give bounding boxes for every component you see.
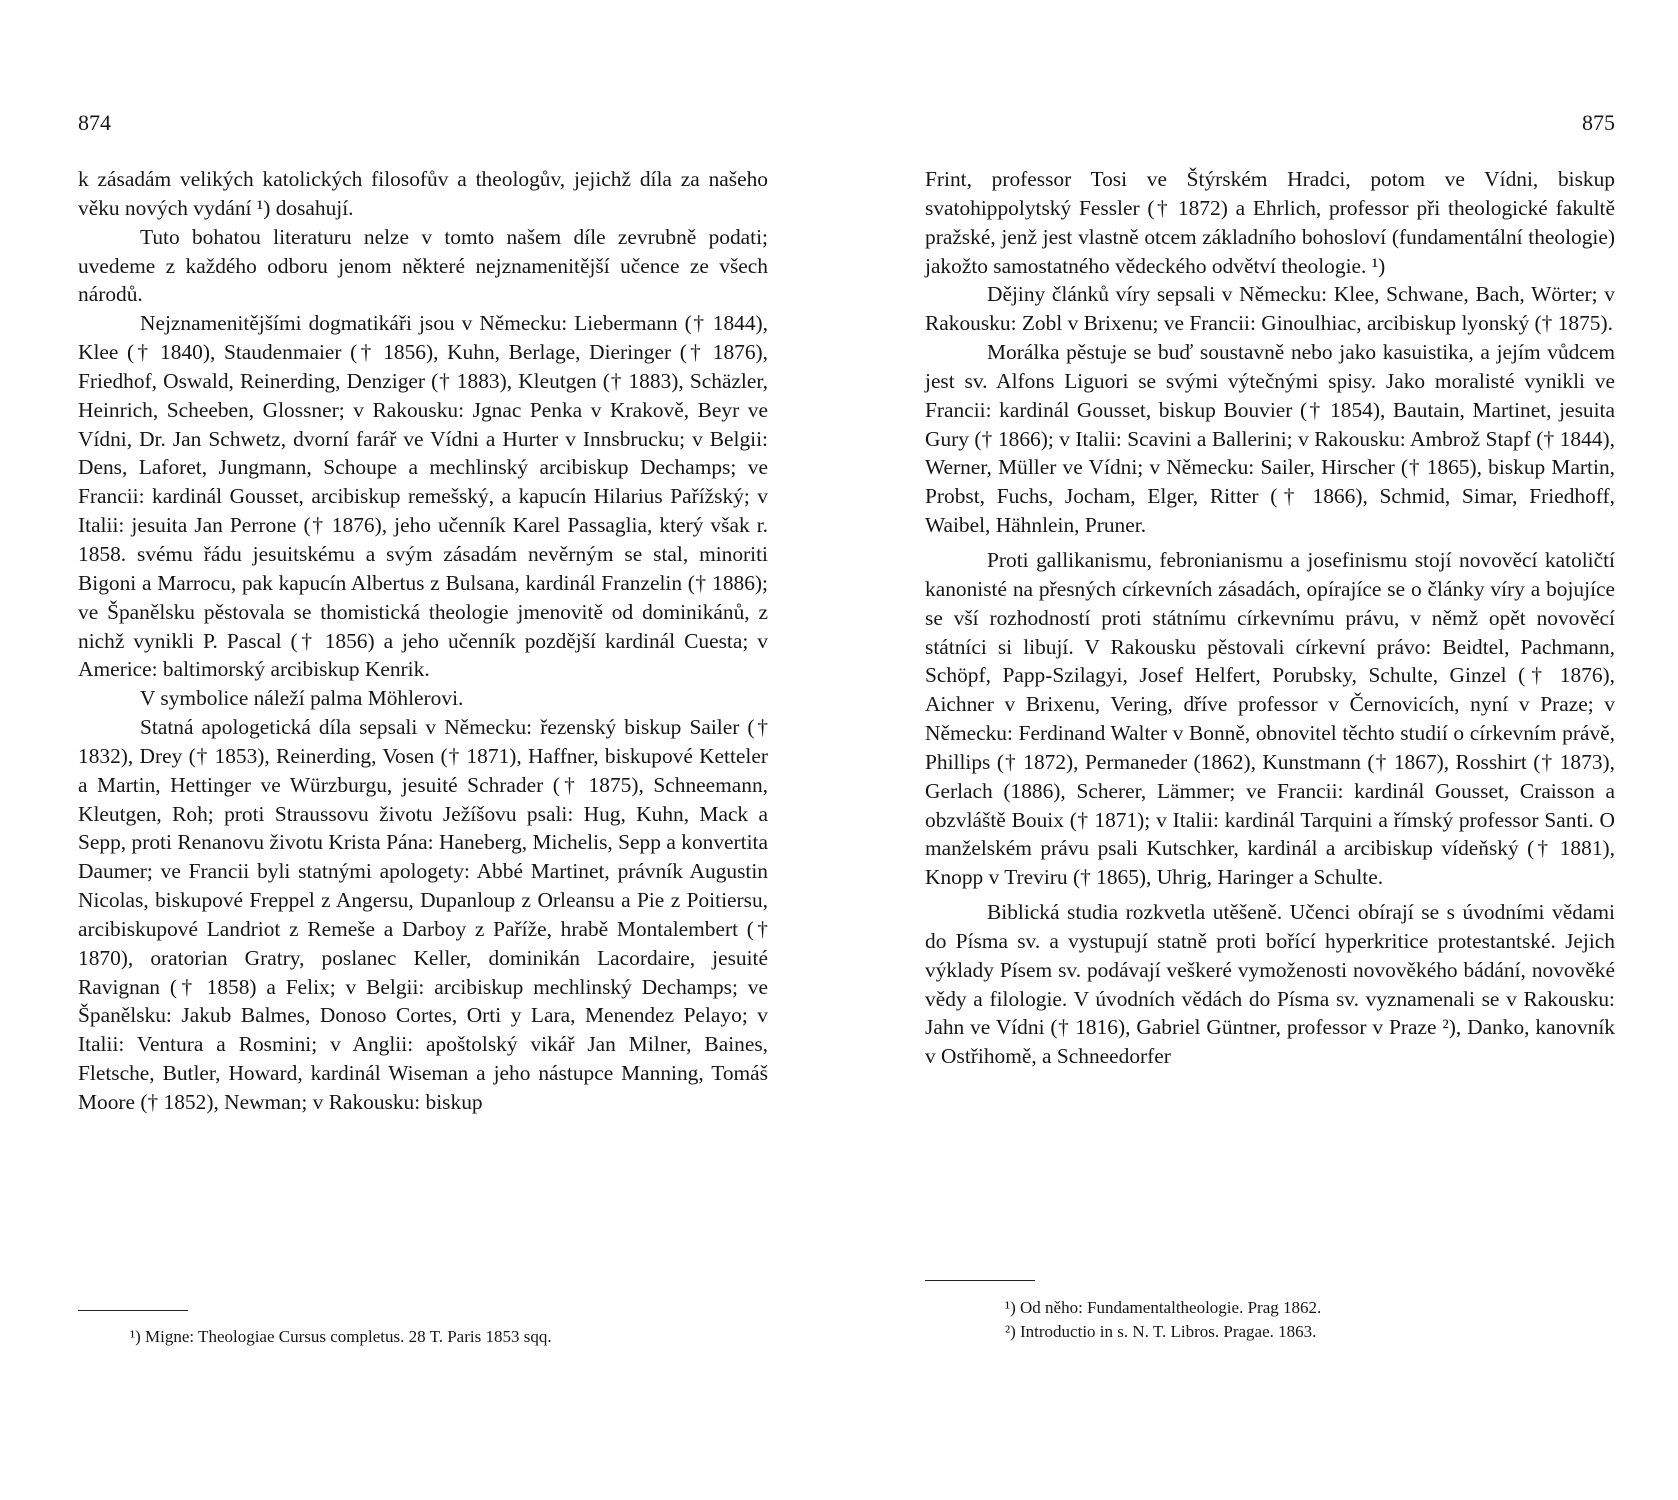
paragraph: V symbolice náleží palma Möhlerovi. <box>140 686 464 711</box>
page-body <box>925 165 1615 1071</box>
paragraph: Tuto bohatou literaturu nelze v tomto našem díle zevrubně podati; uvedeme z každého odboru jenom některé nejznamenitější učence ze všech národů. <box>78 224 768 307</box>
page-number: 874 <box>78 110 111 135</box>
page-body <box>78 165 768 1117</box>
paragraph: Morálka pěstuje se buď soustavně nebo jako kasuistika, a jejím vůdcem jest sv. Alfons Liguori se svými výtečnými spisy. Jako moralisté vynikli ve Francii: kardinál Gousset, biskup Bouvier († 1854), Bautain, Martinet, jesuita Gury († 1866); v Italii: Scavini a Ballerini; v Rakousku: Ambrož Stapf († 1844), Werner, Müller ve Vídni; v Německu: Sailer, Hirscher († 1865), biskup Martin, Probst, Fuchs, Jocham, Elger, Ritter († 1866), Schmid, Simar, Friedhoff, Waibel, Hähnlein, Pruner. <box>925 340 1615 538</box>
right-page <box>925 0 1615 1500</box>
footnote: ¹) Od něho: Fundamentaltheologie. Prag 1862. <box>1005 1298 1322 1317</box>
paragraph: Dějiny článků víry sepsali v Německu: Klee, Schwane, Bach, Wörter; v Rakousku: Zobl v Brixenu; ve Francii: Ginoulhiac, arcibiskup lyonský († 1875). <box>925 282 1615 336</box>
paragraph: Statná apologetická díla sepsali v Německu: řezenský biskup Sailer († 1832), Drey († 1853), Reinerding, Vosen († 1871), Haffner, biskupové Ketteler a Martin, Hettinger ve Würzburgu, jesuité Schrader († 1875), Schneemann, Kleutgen, Roh; proti Straussovu životu Ježíšovu psali: Hug, Kuhn, Mack a Sepp, proti Renanovu životu Krista Pána: Haneberg, Michelis, Sepp a konvertita Daumer; ve Francii byli statnými apologety: Abbé Martinet, právník Augustin Nicolas, biskupové Freppel z Angersu, Dupanloup z Orleansu a Pie z Poitiersu, arcibiskupové Landriot z Remeše a Darboy z Paříže, hrabě Montalembert († 1870), oratorian Gratry, poslanec Keller, dominikán Lacordaire, jesuité Ravignan († 1858) a Felix; v Belgii: arcibiskup mechlinský Dechamps; ve Španělsku: Jakub Balmes, Donoso Cortes, Orti y Lara, Menendez Pelayo; v Italii: Ventura a Rosmini; v Anglii: apoštolský vikář Jan Milner, Baines, Fletsche, Butler, Howard, kardinál Wiseman a jeho nástupce Manning, Tomáš Moore († 1852), Newman; v Rakousku: biskup <box>78 715 768 1114</box>
paragraph: Proti gallikanismu, febronianismu a josefinismu stojí novověcí katoličtí kanonisté na přesných církevních zásadách, opírajíce se o články víry a bojujíce se vší rozhodností proti státnímu církevnímu právu, v němž opět novověcí státníci si libují. V Rakousku pěstovali církevní právo: Beidtel, Pachmann, Schöpf, Papp-Szilagyi, Josef Helfert, Porubsky, Schulte, Ginzel († 1876), Aichner v Brixenu, Vering, dříve professor v Černovicích, nyní v Praze; v Německu: Ferdinand Walter v Bonně, obnovitel těchto studií o církevním právě, Phillips († 1872), Permaneder (1862), Kunstmann († 1867), Rosshirt († 1873), Gerlach (1886), Scherer, Lämmer; ve Francii: kardinál Gousset, Craisson a obzvláště Bouix († 1871); v Italii: kardinál Tarquini a římský professor Santi. O manželském právu psali Kutschker, kardinál a arcibiskup vídeňský († 1881), Knopp v Treviru († 1865), Uhrig, Haringer a Schulte. <box>925 547 1615 890</box>
left-page <box>78 0 768 1500</box>
paragraph: k zásadám velikých katolických filosofův a theologův, jejichž díla za našeho věku nových vydání ¹) dosahují. <box>78 167 768 220</box>
footnote: ²) Introductio in s. N. T. Libros. Pragae. 1863. <box>1005 1322 1317 1341</box>
paragraph: Frint, professor Tosi ve Štýrském Hradci, potom ve Vídni, biskup svatohippolytský Fessler († 1872) a Ehrlich, professor při theologické fakultě pražské, jenž jest vlastně otcem základního bohosloví (fundamentální theologie) jakožto samostatného vědeckého odvětví theologie. ¹) <box>925 167 1615 278</box>
footnote: ¹) Migne: Theologiae Cursus completus. 28 T. Paris 1853 sqq. <box>130 1327 552 1346</box>
footnotes <box>78 1325 768 1349</box>
footnotes <box>925 1296 1615 1344</box>
footnote-divider <box>78 1310 188 1311</box>
paragraph: Nejznamenitějšími dogmatikáři jsou v Německu: Liebermann († 1844), Klee († 1840), Staudenmaier († 1856), Kuhn, Berlage, Dieringer († 1876), Friedhof, Oswald, Reinerding, Denziger († 1883), Kleutgen († 1883), Schäzler, Heinrich, Scheeben, Glossner; v Rakousku: Jgnac Penka v Krakově, Beyr ve Vídni, Dr. Jan Schwetz, dvorní farář ve Vídni a Hurter v Innsbrucku; v Belgii: Dens, Laforet, Jungmann, Schoupe a mechlinský arcibiskup Dechamps; ve Francii: kardinál Gousset, arcibiskup remešský, a kapucín Hilarius Pařížský; v Italii: jesuita Jan Perrone († 1876), jeho učenník Karel Passaglia, který však r. 1858. svému řádu jesuitskému a svým zásadám nevěrným se stal, minoriti Bigoni a Marrocu, pak kapucín Albertus z Bulsana, kardinál Franzelin († 1886); ve Španělsku pěstovala se thomistická theologie jmenovitě od dominikánů, z nichž vynikli P. Pascal († 1856) a jeho učenník pozdější kardinál Cuesta; v Americe: baltimorský arcibiskup Kenrik. <box>78 311 768 682</box>
footnote-divider <box>925 1280 1035 1281</box>
paragraph: Biblická studia rozkvetla utěšeně. Učenci obírají se s úvodními vědami do Písma sv. a vystupují statně proti bořící hyperkritice protestantské. Jejich výklady Písem sv. podávají veškeré vymoženosti novověkého bádání, novověké vědy a filologie. V úvodních vědách do Písma sv. vyznamenali se v Rakousku: Jahn ve Vídni († 1816), Gabriel Güntner, professor v Praze ²), Danko, kanovník v Ostřihomě, a Schneedorfer <box>925 900 1615 1069</box>
page-number: 875 <box>1582 110 1615 135</box>
